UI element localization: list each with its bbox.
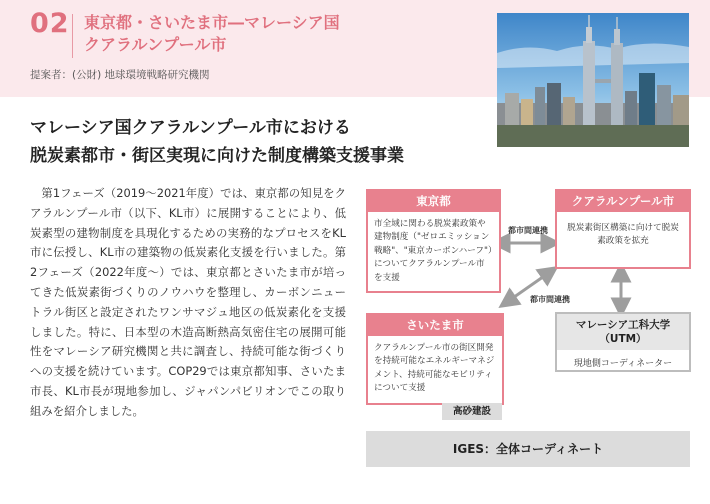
tokyo-box	[366, 189, 501, 293]
iges-coordination-bar: IGES：全体コーディネート	[366, 431, 690, 467]
saitama-box	[366, 313, 504, 405]
main-title-line2: 脱炭素都市・街区実現に向けた制度構築支援事業	[30, 146, 404, 166]
takasago-tag: 高砂建設	[442, 403, 502, 420]
tokyo-box-text: 市全域に関わる脱炭素政策や建物制度（"ゼロエミッション戦略"、"東京カーボンハーフ"）についてクアラルンプール市を支援	[374, 219, 493, 283]
utm-box-text: 現地側コーディネーター	[573, 359, 673, 369]
utm-title-line1: マレーシア工科大学	[575, 319, 671, 331]
link-label-tokyo-kl: 都市間連携	[508, 226, 548, 235]
saitama-box-title: さいたま市	[368, 315, 502, 336]
utm-box	[555, 312, 691, 372]
tokyo-box-title: 東京都	[368, 191, 499, 212]
kuala-lumpur-box-title: クアラルンプール市	[557, 191, 689, 212]
link-label-saitama-kl: 都市間連携	[530, 295, 570, 304]
section-number: 02	[30, 8, 70, 39]
header-title-line2: クアラルンプール市	[84, 35, 227, 54]
proposer-text: 提案者：(公財) 地球環境戦略研究機関	[30, 69, 210, 81]
utm-box-title	[557, 314, 689, 350]
utm-title-line2: （UTM）	[599, 333, 647, 345]
body-paragraph: 第1フェーズ（2019～2021年度）では、東京都の知見をクアラルンプール市（以下、KL市）に展開することにより、低炭素型の建物制度を具現化するための実務的なプロセスをKL市に伝授し、KL市の建築物の低炭素化支援を行いました。第2フェーズ（2022年度～）では、東京都とさいたま市が培ってきた低炭素街づくりのノウハウを整理し、カーボンニュートラル街区と設定されたワンサマジュ地区の低炭素化を支援しました。特に、日本型の木造高断熱高気密住宅の展開可能性をマレーシア研究機関と共に調査し、持続可能な街づくりへの支援を続けています。COP29では東京都知事、さいたま市長、KL市長が現地参加し、ジャパンパビリオンでこの取り組みを紹介しました。	[30, 186, 346, 418]
kuala-lumpur-box	[555, 189, 691, 269]
main-title-line1: マレーシア国クアラルンプール市における	[30, 118, 351, 138]
saitama-box-text: クアラルンプール市の街区開発を持続可能なエネルギーマネジメント、持続可能なモビリティについて支援	[374, 343, 495, 394]
header-title-line1: 東京都・さいたま市―マレーシア国	[84, 13, 340, 32]
kuala-lumpur-box-text: 脱炭素街区構築に向けて脱炭素政策を拡充	[567, 223, 679, 247]
